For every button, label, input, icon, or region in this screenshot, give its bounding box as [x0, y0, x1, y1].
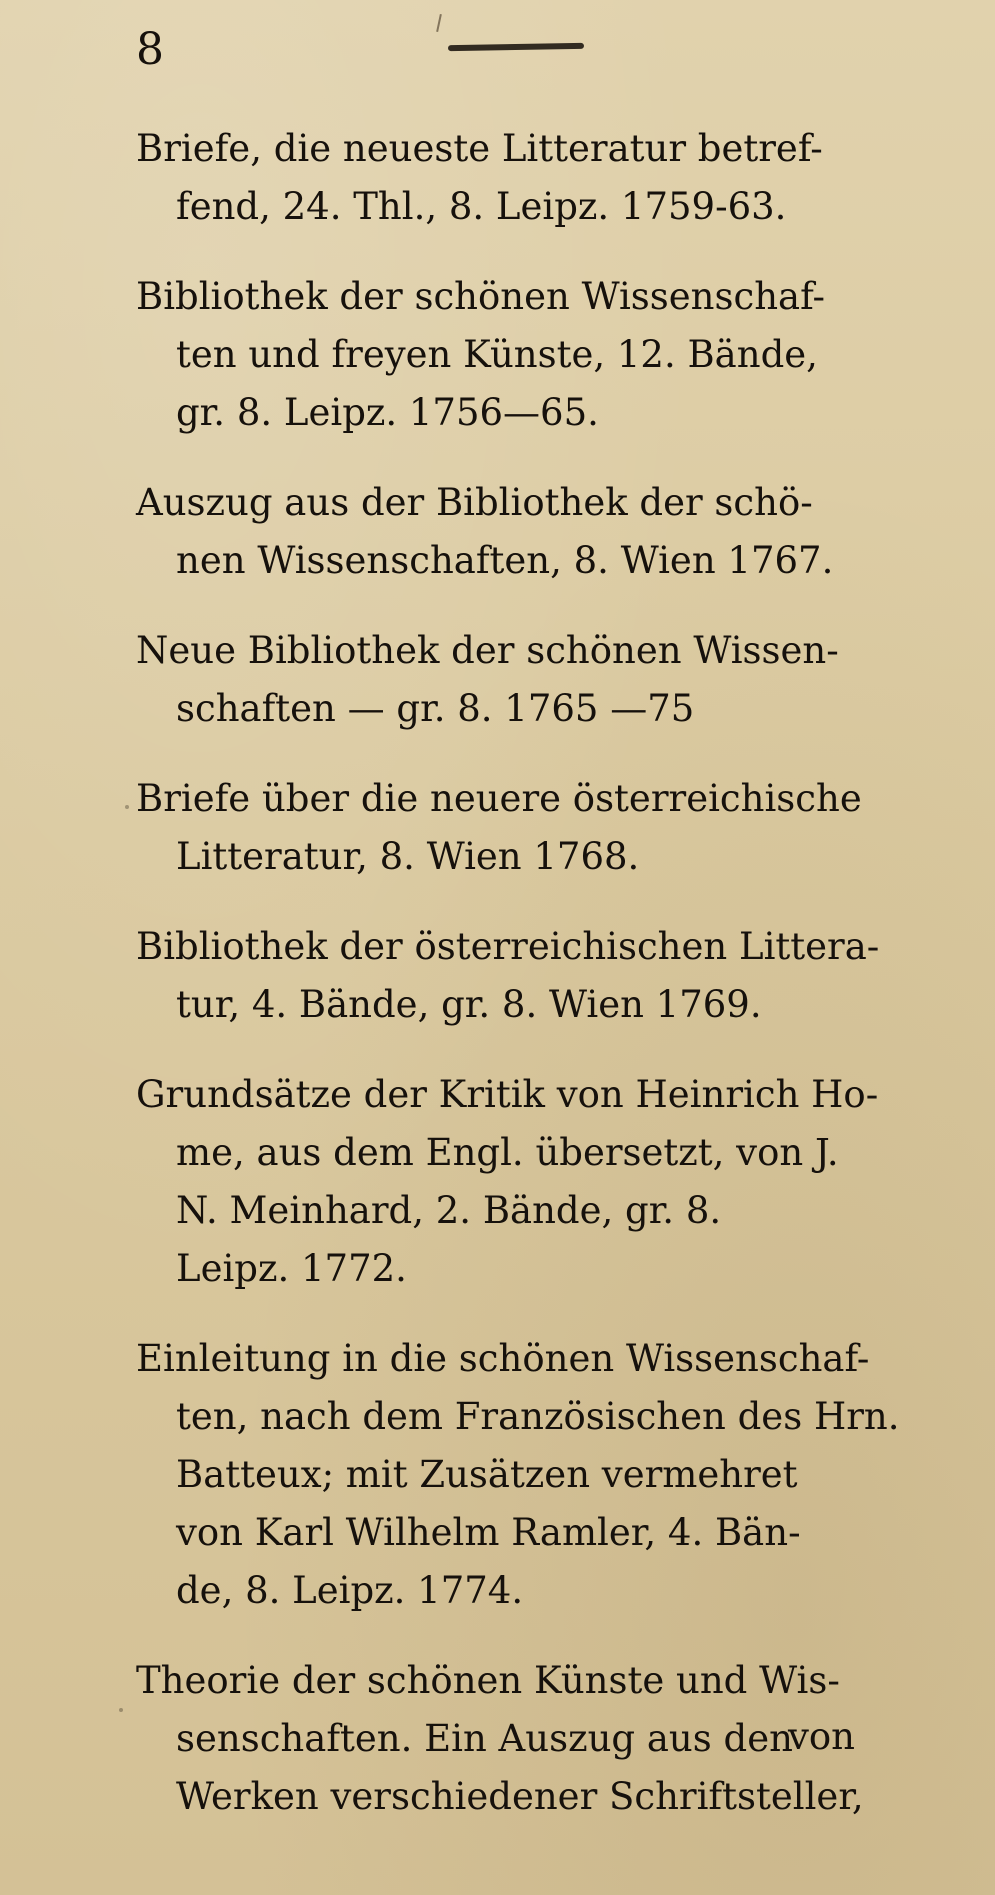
entry-1-line-2: fend, 24. Thl., 8. Leipz. 1759-63. — [176, 185, 787, 228]
top-mark — [436, 14, 442, 32]
entry-7 — [136, 1066, 946, 1298]
entry-2-line-3: gr. 8. Leipz. 1756—65. — [176, 391, 599, 434]
entry-1-line-1: Briefe, die neueste Litteratur betref- — [136, 127, 823, 170]
entry-5 — [136, 770, 946, 886]
entry-2-line-1: Bibliothek der schönen Wissenschaf- — [136, 275, 825, 318]
entry-8-line-1: Einleitung in die schönen Wissenschaf- — [136, 1337, 870, 1380]
entry-5-line-2: Litteratur, 8. Wien 1768. — [176, 835, 640, 878]
entry-5-line-1: Briefe über die neuere österreichische — [136, 777, 862, 820]
entry-9-line-3: Werken verschiedener Schriftsteller, — [176, 1775, 864, 1818]
entry-4 — [136, 622, 946, 738]
entry-8-line-4: von Karl Wilhelm Ramler, 4. Bän- — [176, 1511, 801, 1554]
entry-6-line-2: tur, 4. Bände, gr. 8. Wien 1769. — [176, 983, 762, 1026]
entry-7-line-1: Grundsätze der Kritik von Heinrich Ho- — [136, 1073, 879, 1116]
text-block — [136, 120, 946, 1858]
decorative-speck-icon — [125, 805, 129, 809]
entry-7-line-2: me, aus dem Engl. übersetzt, von J. — [176, 1131, 839, 1174]
entry-8-line-3: Batteux; mit Zusätzen vermehret — [176, 1453, 798, 1496]
entry-9-line-2: senschaften. Ein Auszug aus den — [176, 1717, 793, 1760]
entry-8-line-5: de, 8. Leipz. 1774. — [176, 1569, 524, 1612]
entry-8-line-2: ten, nach dem Französischen des Hrn. — [176, 1395, 900, 1438]
entry-7-line-4: Leipz. 1772. — [176, 1247, 407, 1290]
entry-7-line-3: N. Meinhard, 2. Bände, gr. 8. — [176, 1189, 722, 1232]
entry-9-line-1: Theorie der schönen Künste und Wis- — [136, 1659, 840, 1702]
entry-2 — [136, 268, 946, 442]
entry-6 — [136, 918, 946, 1034]
entry-4-line-2: schaften — gr. 8. 1765 —75 — [176, 687, 695, 730]
decorative-speck-icon — [119, 1708, 123, 1712]
top-rule — [448, 43, 584, 51]
entry-6-line-1: Bibliothek der österreichischen Littera- — [136, 925, 880, 968]
entry-8 — [136, 1330, 946, 1620]
entry-1 — [136, 120, 946, 236]
entry-4-line-1: Neue Bibliothek der schönen Wissen- — [136, 629, 839, 672]
entry-3-line-1: Auszug aus der Bibliothek der schö- — [136, 481, 813, 524]
catchword: von — [788, 1715, 856, 1758]
page-number: 8 — [136, 24, 164, 75]
entry-3 — [136, 474, 946, 590]
entry-2-line-2: ten und freyen Künste, 12. Bände, — [176, 333, 818, 376]
entry-3-line-2: nen Wissenschaften, 8. Wien 1767. — [176, 539, 834, 582]
entry-9 — [136, 1652, 946, 1826]
